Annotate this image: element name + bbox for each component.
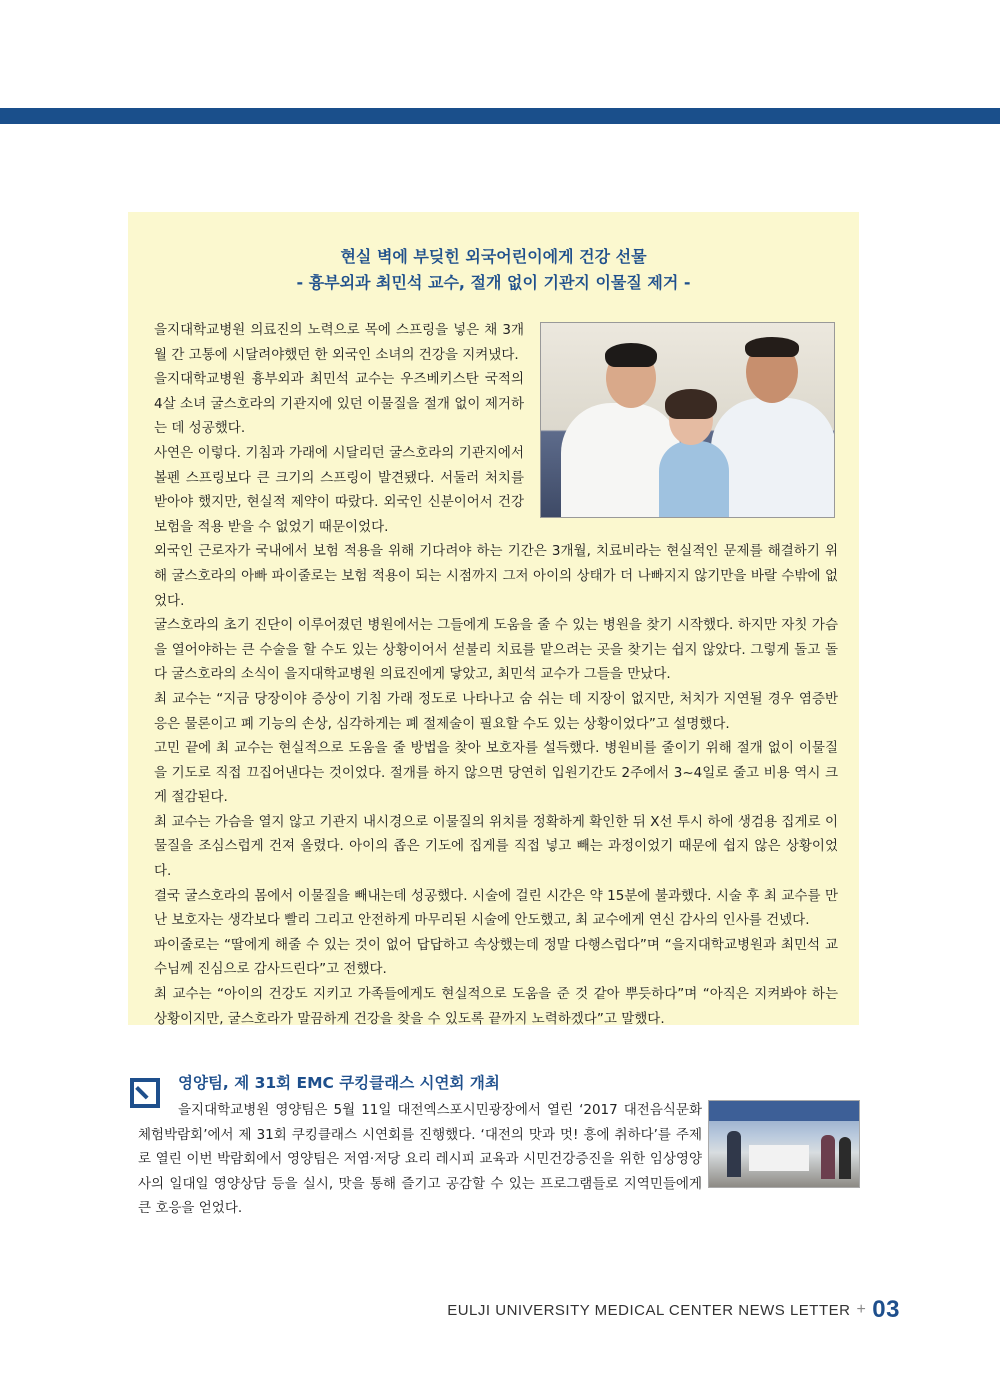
photo-booth — [749, 1145, 809, 1171]
section-body: 을지대학교병원 영양팀은 5월 11일 대전엑스포시민광장에서 열린 ‘2017 대전음식문화체험박람회’에서 제 31회 쿠킹클래스 시연회를 진행했다. ‘대전의 맛과 멋! 흥에 취하다’를 주제로 열린 이번 박람회에서 영양팀은 저염·저당 요리 레시피 교육과 시민건강증진을 위한 임상영양사의 일대일 영양상담 등을 실시, 맛을 통해 즐기고 공감할 수 있는 프로그램들로 지역민들에게 큰 호응을 얻었다. — [138, 1102, 702, 1217]
header-bar — [0, 108, 1000, 124]
paragraph: 고민 끝에 최 교수는 현실적으로 도움을 줄 방법을 찾아 보호자를 설득했다. 병원비를 줄이기 위해 절개 없이 이물질을 기도로 직접 끄집어낸다는 것이었다. 절개를 하지 않으면 당연히 입원기간도 2주에서 3~4일로 줄고 비용 역시 크게 절감된다. — [154, 740, 838, 806]
paragraph: 최 교수는 가슴을 열지 않고 기관지 내시경으로 이물질의 위치를 정확하게 확인한 뒤 X선 투시 하에 생검용 집게로 이물질을 조심스럽게 건져 올렸다. 아이의 좁은 기도에 집게를 직접 넣고 빼는 과정이었기 때문에 쉽지 않은 상황이었다. — [154, 813, 838, 880]
photo-tent — [709, 1101, 859, 1121]
section-photo — [708, 1100, 860, 1188]
feature-body — [154, 318, 838, 1031]
paragraph: 을지대학교병원 흉부외과 최민석 교수는 우즈베키스탄 국적의 4살 소녀 굴스호라의 기관지에 있던 이물질을 절개 없이 제거하는 데 성공했다. — [154, 371, 524, 437]
section-title: 영양팀, 제 31회 EMC 쿠킹클래스 시연회 개최 — [178, 1074, 500, 1092]
feature-article — [128, 212, 859, 1025]
paragraph: 외국인 근로자가 국내에서 보험 적용을 위해 기다려야 하는 기간은 3개월, 치료비라는 현실적인 문제를 해결하기 위해 굴스호라의 아빠 파이줄로는 보험 적용이 되는 시점까지 그저 아이의 상태가 더 나빠지지 않기만을 바랄 수밖에 없었다. — [154, 543, 838, 609]
photo-person — [821, 1135, 835, 1179]
paragraph: 최 교수는 “아이의 건강도 지키고 가족들에게도 현실적으로 도움을 준 것 같아 뿌듯하다”며 “아직은 지켜봐야 하는 상황이지만, 굴스호라가 말끔하게 건강을 찾을 수 있도록 끝까지 노력하겠다”고 말했다. — [154, 986, 838, 1027]
paragraph: 을지대학교병원 의료진의 노력으로 목에 스프링을 넣은 채 3개월 간 고통에 시달려야했던 한 외국인 소녀의 건강을 지켜냈다. — [154, 322, 524, 363]
page-number: 03 — [872, 1296, 900, 1323]
paragraph: 사연은 이렇다. 기침과 가래에 시달리던 굴스호라의 기관지에서 볼펜 스프링보다 큰 크기의 스프링이 발견됐다. 서둘러 처치를 받아야 했지만, 현실적 제약이 따랐다. 외국인 신분이어서 건강 보험을 적용 받을 수 없었기 때문이었다. — [154, 444, 524, 535]
page-footer — [447, 1296, 900, 1324]
newsletter-label: EULJI UNIVERSITY MEDICAL CENTER NEWS LETTER — [447, 1301, 851, 1319]
paragraph: 최 교수는 “지금 당장이야 증상이 기침 가래 정도로 나타나고 숨 쉬는 데 지장이 없지만, 처치가 지연될 경우 염증반응은 물론이고 폐 기능의 손상, 심각하게는 폐 절제술이 필요할 수도 있는 상황이었다”고 설명했다. — [154, 690, 838, 732]
feature-title-main: 현실 벽에 부딪힌 외국어린이에게 건강 선물 — [340, 247, 647, 266]
feature-subtitle: - 흉부외과 최민석 교수, 절개 없이 기관지 이물질 제거 - — [296, 273, 691, 292]
feature-title — [128, 244, 859, 296]
photo-person — [727, 1131, 741, 1177]
paragraph: 결국 굴스호라의 몸에서 이물질을 빼내는데 성공했다. 시술에 걸린 시간은 약 15분에 불과했다. 시술 후 최 교수를 만난 보호자는 생각보다 빨리 그리고 안전하게 마무리된 시술에 안도했고, 최 교수에게 연신 감사의 인사를 건넸다. — [154, 887, 838, 929]
paragraph: 파이줄로는 “딸에게 해줄 수 있는 것이 없어 답답하고 속상했는데 정말 다행스럽다”며 “을지대학교병원과 최민석 교수님께 진심으로 감사드린다”고 전했다. — [154, 936, 838, 978]
wrapped-text-block — [154, 318, 524, 539]
paragraph: 굴스호라의 초기 진단이 이루어졌던 병원에서는 그들에게 도움을 줄 수 있는 병원을 찾기 시작했다. 하지만 자칫 가슴을 열어야하는 큰 수술을 할 수도 있는 상황이어서 섣불리 치료를 맡으려는 곳을 찾기는 쉽지 않았다. 그렇게 돌고 돌다 굴스호라의 소식이 을지대학교병원 의료진에게 닿았고, 최민석 교수가 그들을 만났다. — [154, 617, 838, 683]
plus-icon: + — [856, 1301, 867, 1318]
photo-person — [839, 1137, 851, 1179]
news-section — [130, 1070, 860, 1220]
